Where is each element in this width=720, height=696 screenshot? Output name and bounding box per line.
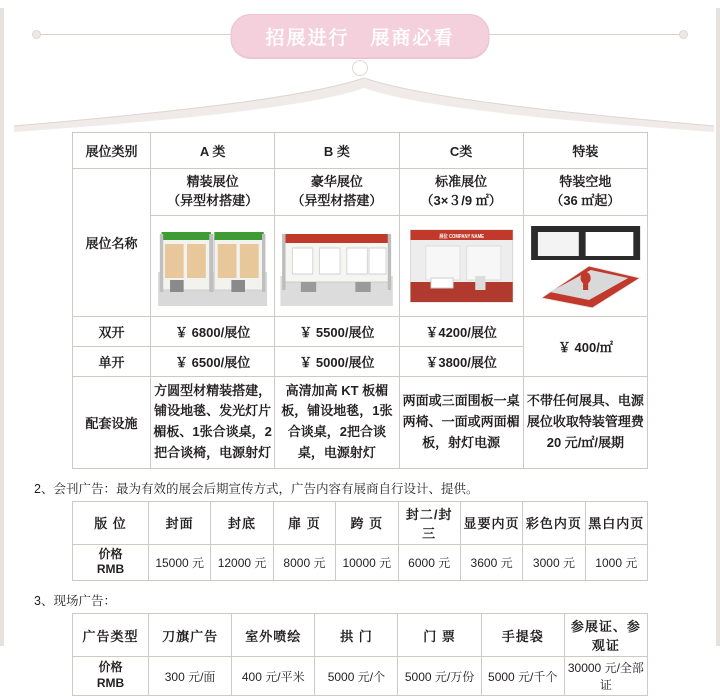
price-special: ￥ 400/㎡ xyxy=(523,316,647,376)
table-row-booth-name xyxy=(73,169,648,216)
banner-rule-left xyxy=(38,34,253,35)
onsite-price-ticket: 5000 元/万份 xyxy=(398,657,481,696)
banner xyxy=(4,8,716,60)
booth-name-c xyxy=(399,169,523,216)
row-label-single-open: 单开 xyxy=(73,346,151,376)
journal-price-color-inside: 3000 元 xyxy=(523,544,585,580)
booth-name-special-line1: 特装空地 xyxy=(559,174,612,189)
journal-header-front-cover: 封面 xyxy=(149,501,211,544)
journal-header-color-inside: 彩色内页 xyxy=(523,501,585,544)
booth-table-wrapper xyxy=(4,132,716,469)
onsite-price-label-line2: RMB xyxy=(96,676,125,691)
onsite-price-handbag: 5000 元/千个 xyxy=(481,657,564,696)
journal-price-front-cover: 15000 元 xyxy=(149,544,211,580)
header-cell-b: B 类 xyxy=(275,133,399,169)
journal-header-inside-covers: 封二/封三 xyxy=(398,501,460,544)
price-single-b: ￥ 5000/展位 xyxy=(275,346,399,376)
booth-name-b xyxy=(275,169,399,216)
banner-title: 招展进行 展商必看 xyxy=(230,14,489,59)
journal-header-title-page: 扉 页 xyxy=(273,501,335,544)
table-row-header xyxy=(73,501,648,544)
header-cell-a: A 类 xyxy=(151,133,275,169)
onsite-price-flag: 300 元/面 xyxy=(149,657,232,696)
facilities-b: 高清加高 KT 板楣板，铺设地毯，1张合谈桌，2把合谈桌，电源射灯 xyxy=(275,376,399,468)
page-root xyxy=(0,8,720,693)
onsite-header-type: 广告类型 xyxy=(73,614,149,657)
journal-header-back-cover: 封底 xyxy=(211,501,273,544)
journal-price-label xyxy=(73,544,149,580)
row-label-booth-name: 展位名称 xyxy=(73,169,151,317)
journal-price-prominent-inside: 3600 元 xyxy=(460,544,522,580)
banner-rule-right xyxy=(467,34,682,35)
onsite-header-handbag: 手提袋 xyxy=(481,614,564,657)
onsite-header-badges: 参展证、参观证 xyxy=(564,614,647,657)
row-label-double-open: 双开 xyxy=(73,316,151,346)
booth-name-special-line2: （36 ㎡起） xyxy=(550,192,621,208)
booth-name-a-line1: 精装展位 xyxy=(186,174,239,189)
banner-dot-right xyxy=(679,30,688,39)
onsite-price-label xyxy=(73,657,149,696)
onsite-ad-table xyxy=(72,613,648,696)
booth-name-b-line1: 豪华展位 xyxy=(310,174,363,189)
ribbon-decoration xyxy=(4,60,716,132)
journal-price-spread: 10000 元 xyxy=(336,544,398,580)
journal-price-label-line1: 价格 xyxy=(98,546,123,561)
journal-header-position: 版 位 xyxy=(73,501,149,544)
table-row-double-open xyxy=(73,316,648,346)
journal-header-prominent-inside: 显要内页 xyxy=(460,501,522,544)
table-row-header xyxy=(73,614,648,657)
section-3-heading: 3、现场广告： xyxy=(34,594,116,609)
booth-special-photo xyxy=(526,220,645,312)
booth-c-photo xyxy=(402,220,521,312)
journal-ad-table-wrapper xyxy=(4,501,716,581)
price-single-c: ￥3800/展位 xyxy=(399,346,523,376)
booth-b-photo xyxy=(277,220,396,312)
onsite-price-outdoor-print: 400 元/平米 xyxy=(232,657,315,696)
table-row-booth-images xyxy=(73,215,648,316)
header-cell-special: 特装 xyxy=(523,133,647,169)
ribbon-swoosh-icon xyxy=(4,70,720,132)
booth-name-c-line1: 标准展位 xyxy=(435,174,488,189)
onsite-header-outdoor-print: 室外喷绘 xyxy=(232,614,315,657)
journal-price-label-line2: RMB xyxy=(96,562,125,577)
onsite-price-label-line1: 价格 xyxy=(98,660,123,675)
journal-price-bw-inside: 1000 元 xyxy=(585,544,647,580)
header-cell-c: C类 xyxy=(399,133,523,169)
onsite-ad-table-wrapper xyxy=(4,613,716,696)
onsite-header-flag: 刀旗广告 xyxy=(149,614,232,657)
onsite-header-ticket: 门 票 xyxy=(398,614,481,657)
booth-name-a-line2: （异型材搭建） xyxy=(167,192,259,208)
facilities-a: 方圆型材精装搭建，铺设地毯、发光灯片楣板、1张合谈桌，2把合谈椅，电源射灯 xyxy=(151,376,275,468)
price-single-a: ￥ 6500/展位 xyxy=(151,346,275,376)
journal-price-inside-covers: 6000 元 xyxy=(398,544,460,580)
journal-header-bw-inside: 黑白内页 xyxy=(585,501,647,544)
booth-a-photo xyxy=(153,220,272,312)
booth-name-special xyxy=(523,169,647,216)
banner-dot-left xyxy=(32,30,41,39)
booth-image-cell-c xyxy=(399,215,523,316)
booth-image-cell-a xyxy=(151,215,275,316)
header-cell-category: 展位类别 xyxy=(73,133,151,169)
row-label-facilities: 配套设施 xyxy=(73,376,151,468)
journal-price-back-cover: 12000 元 xyxy=(211,544,273,580)
booth-image-cell-b xyxy=(275,215,399,316)
booth-name-a xyxy=(151,169,275,216)
onsite-header-arch: 拱 门 xyxy=(315,614,398,657)
booth-name-c-line2: （3×３/9 ㎡） xyxy=(420,192,502,208)
booth-name-b-line2: （异型材搭建） xyxy=(291,192,383,208)
onsite-price-badges: 30000 元/全部证 xyxy=(564,657,647,696)
svg-text:展位 COMPANY NAME: 展位 COMPANY NAME xyxy=(438,233,484,239)
journal-ad-table xyxy=(72,501,648,581)
table-row-header xyxy=(73,133,648,169)
journal-header-spread: 跨 页 xyxy=(336,501,398,544)
table-row-onsite-prices xyxy=(73,657,648,696)
onsite-price-arch: 5000 元/个 xyxy=(315,657,398,696)
table-row-journal-prices xyxy=(73,544,648,580)
table-row-facilities xyxy=(73,376,648,468)
section-2-heading: 2、会刊广告：最为有效的展会后期宣传方式，广告内容有展商自行设计、提供。 xyxy=(34,481,479,496)
price-double-a: ￥ 6800/展位 xyxy=(151,316,275,346)
price-double-c: ￥4200/展位 xyxy=(399,316,523,346)
facilities-c: 两面或三面围板一桌两椅、一面或两面楣板，射灯电源 xyxy=(399,376,523,468)
price-double-b: ￥ 5500/展位 xyxy=(275,316,399,346)
journal-price-title-page: 8000 元 xyxy=(273,544,335,580)
booth-image-cell-special xyxy=(523,215,647,316)
booth-table xyxy=(72,132,648,469)
facilities-special: 不带任何展具、电源展位收取特装管理费 20 元/㎡/展期 xyxy=(523,376,647,468)
